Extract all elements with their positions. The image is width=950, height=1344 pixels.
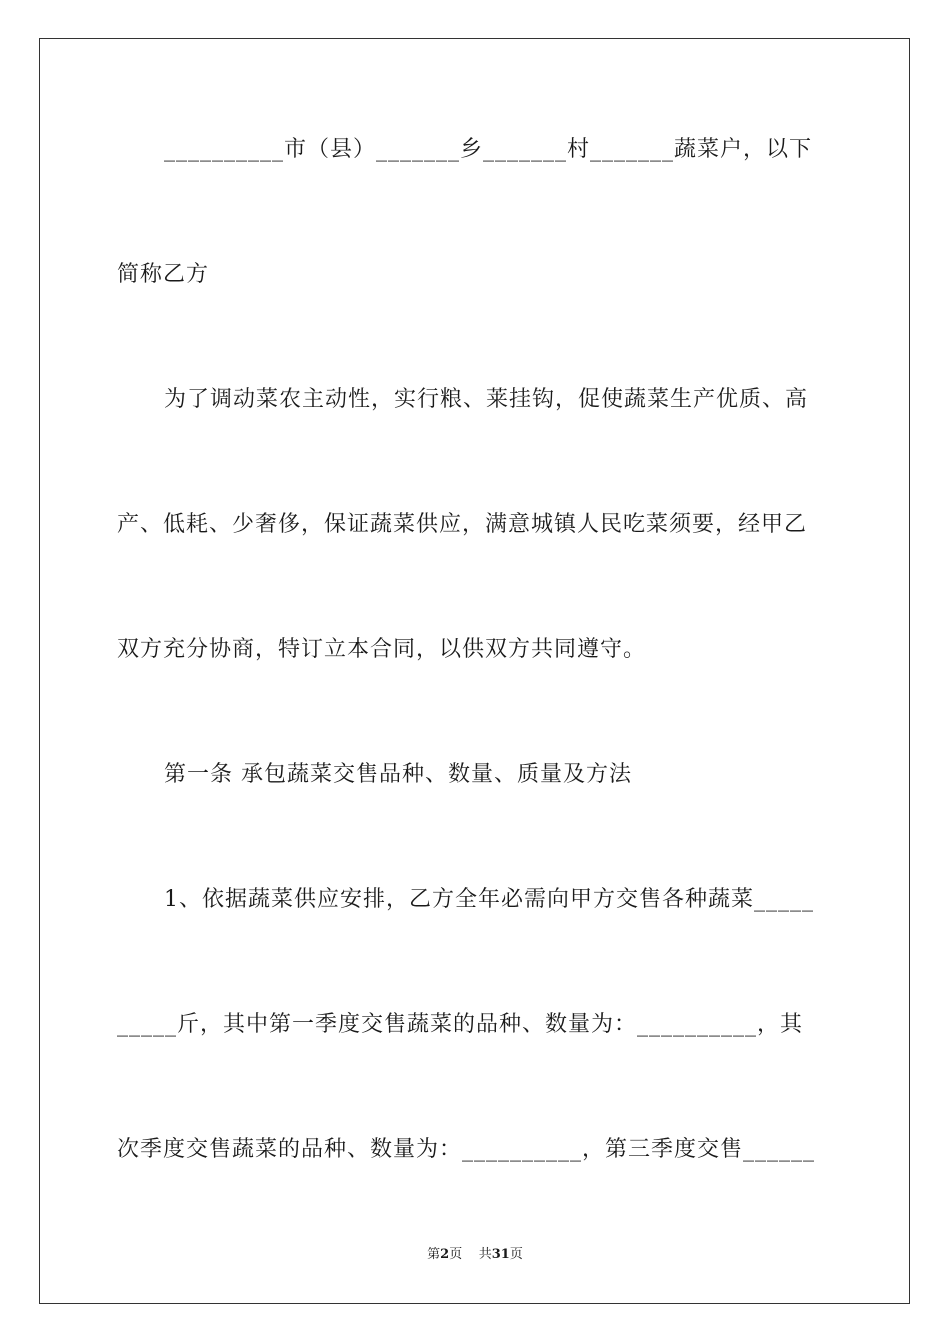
paragraph-line-1: __________市（县）_______乡_______村_______蔬菜户，以下 bbox=[164, 137, 813, 162]
current-page-number: 2 bbox=[440, 1247, 450, 1262]
paragraph-line-7: 1、依据蔬菜供应安排，乙方全年必需向甲方交售各种蔬菜_____ bbox=[164, 887, 814, 912]
paragraph-line-3: 为了调动菜农主动性，实行粮、莱挂钩，促使蔬菜生产优质、高 bbox=[164, 387, 809, 412]
footer-prefix: 第 bbox=[427, 1247, 441, 1262]
section-heading: 第一条 承包蔬菜交售品种、数量、质量及方法 bbox=[164, 762, 632, 787]
paragraph-line-2: 简称乙方 bbox=[117, 262, 210, 287]
footer-mid: 页 共 bbox=[449, 1247, 492, 1262]
page-footer bbox=[0, 1246, 950, 1264]
footer-suffix: 页 bbox=[509, 1247, 523, 1262]
paragraph-line-9: 次季度交售蔬菜的品种、数量为：__________，第三季度交售______ bbox=[117, 1137, 816, 1162]
total-page-number: 31 bbox=[491, 1247, 510, 1262]
paragraph-line-4: 产、低耗、少奢侈，保证蔬菜供应，满意城镇人民吃菜须要，经甲乙 bbox=[117, 512, 808, 537]
paragraph-line-8: _____斤，其中第一季度交售蔬菜的品种、数量为：__________，其 bbox=[117, 1012, 804, 1037]
page-border bbox=[39, 38, 910, 1304]
paragraph-line-5: 双方充分协商，特订立本合同，以供双方共同遵守。 bbox=[117, 637, 647, 662]
